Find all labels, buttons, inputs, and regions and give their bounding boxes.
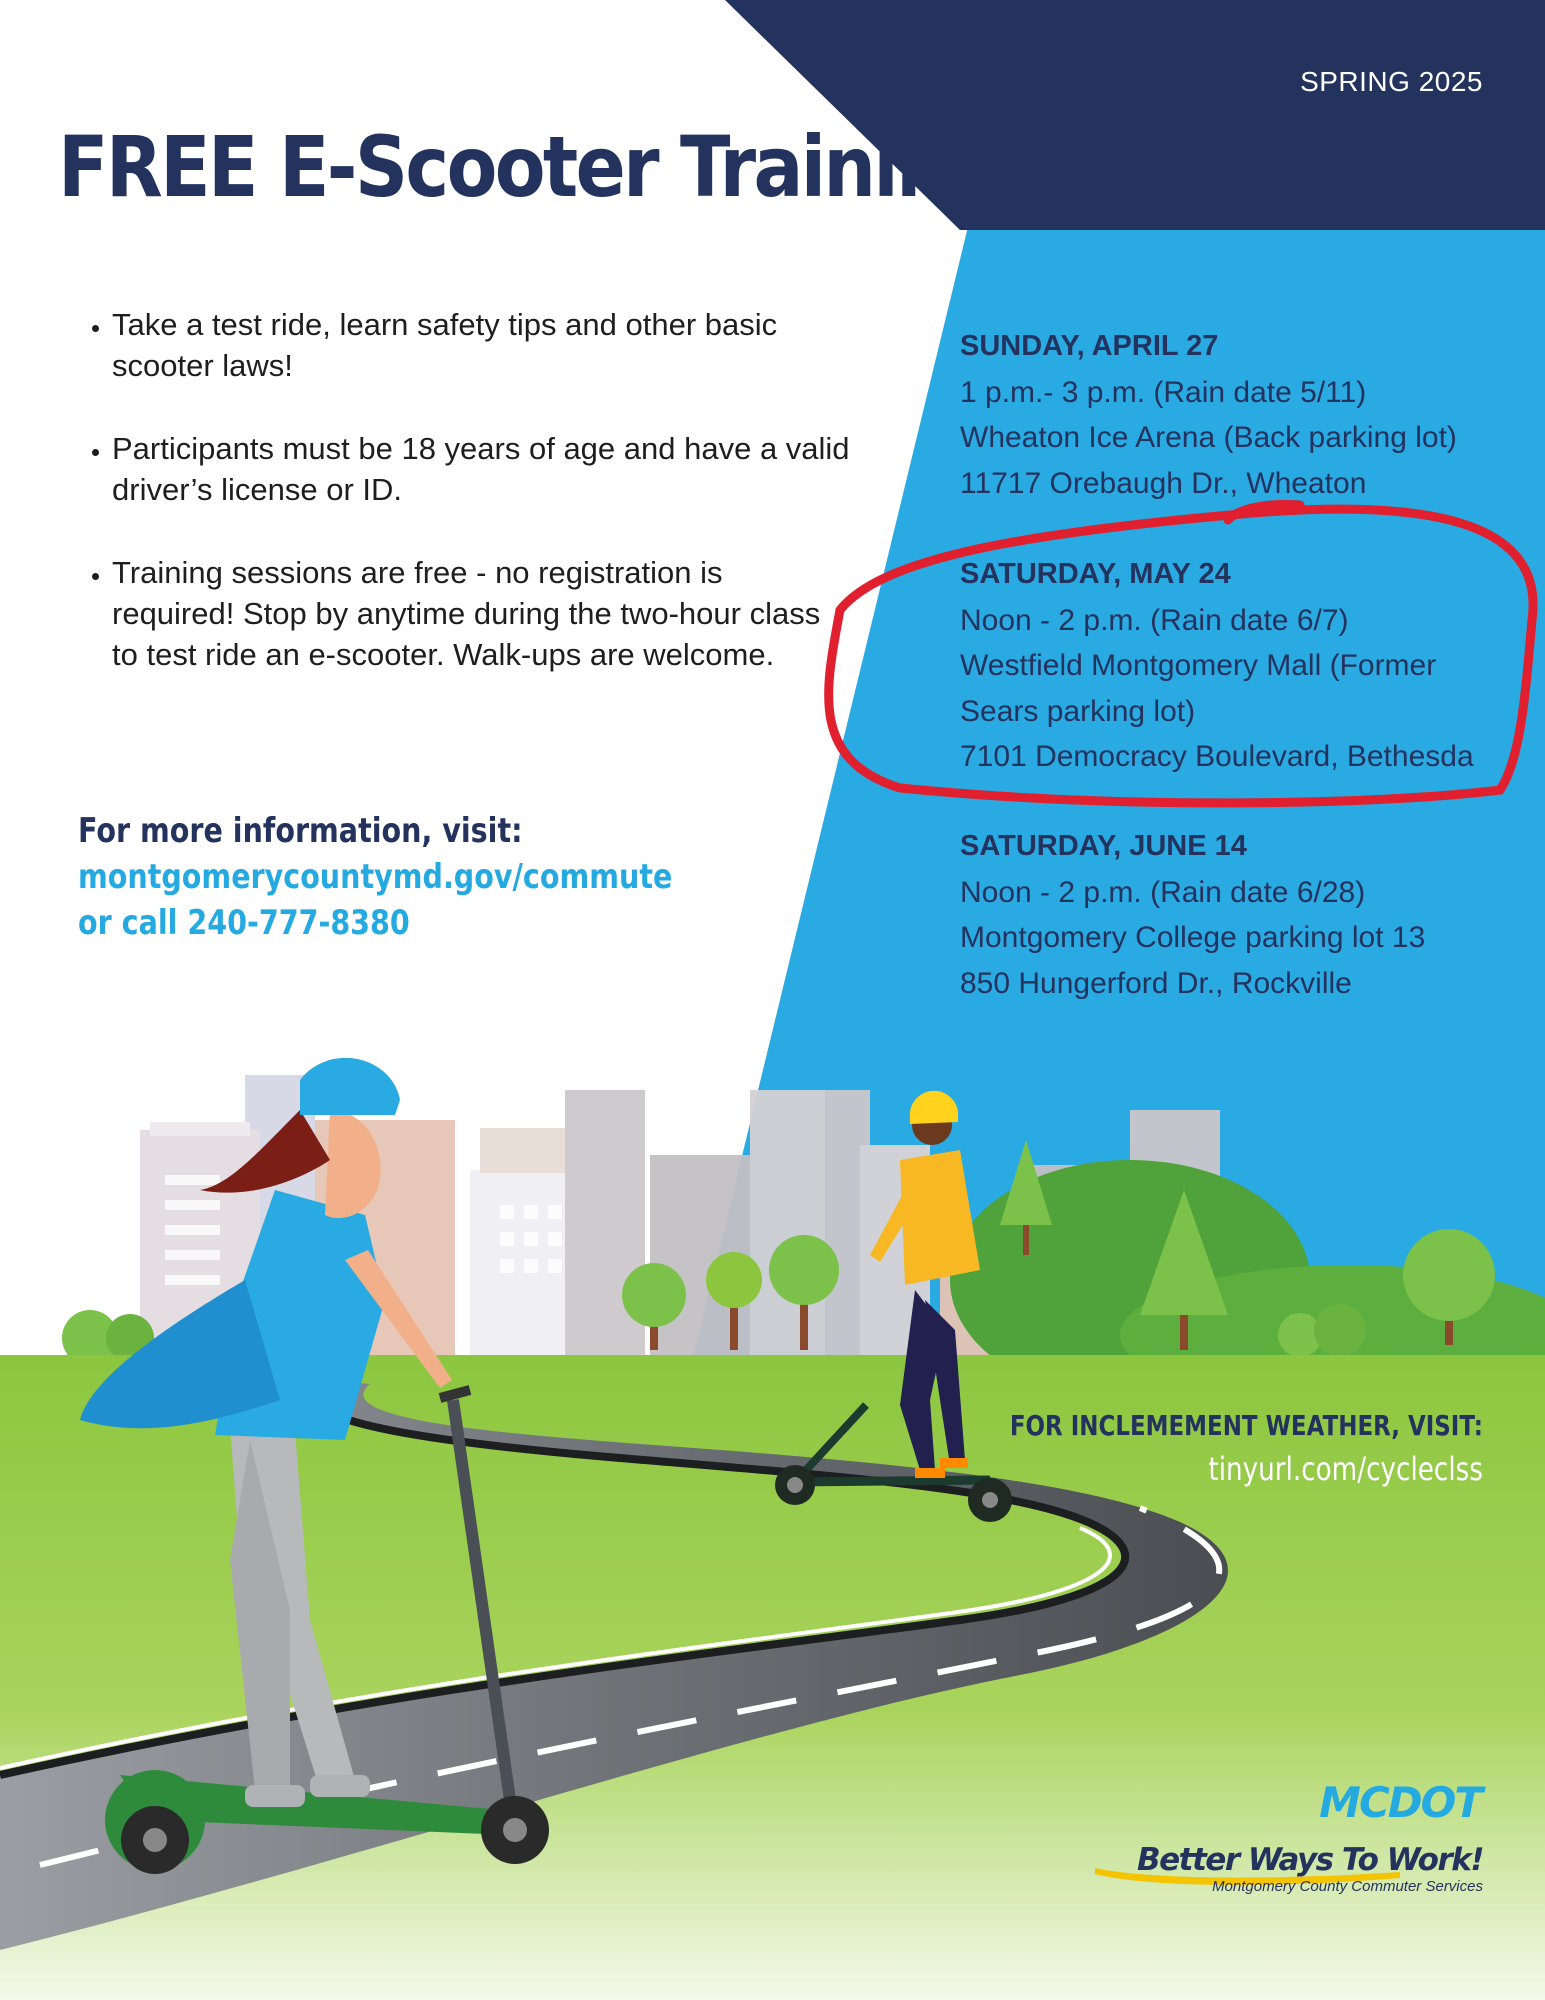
mcdot-logo: MCDOT xyxy=(1319,1778,1481,1827)
bullet-item: • Training sessions are free - no registration is required! Stop by anytime during the two-hour class to test ride an e-scooter. Walk-ups are welcome. xyxy=(112,552,852,675)
event-time: 1 p.m.- 3 p.m. (Rain date 5/11) xyxy=(960,375,1367,409)
event-date: SATURDAY, JUNE 14 xyxy=(960,830,1247,862)
event-date: SUNDAY, APRIL 27 xyxy=(960,330,1219,362)
info-heading: For more information, visit: xyxy=(78,811,523,851)
bullet-list xyxy=(84,304,852,717)
event-venue: Sears parking lot) xyxy=(960,694,1196,728)
event-venue: Wheaton Ice Arena (Back parking lot) xyxy=(960,421,1457,454)
bwtw-logo-subtext: Montgomery County Commuter Services xyxy=(1212,1878,1483,1895)
event-june-14 xyxy=(960,824,1520,1006)
bwtw-logo-text: Better Ways To Work! xyxy=(1137,1842,1483,1878)
event-date: SATURDAY, MAY 24 xyxy=(960,558,1231,590)
event-address: 11717 Orebaugh Dr., Wheaton xyxy=(960,466,1367,500)
weather-link[interactable]: tinyurl.com/cycleclss xyxy=(1208,1450,1483,1488)
bwtw-logo xyxy=(1137,1842,1483,1896)
event-venue: Montgomery College parking lot 13 xyxy=(960,921,1426,954)
info-link[interactable]: montgomerycountymd.gov/commute xyxy=(78,857,673,897)
weather-block xyxy=(1010,1405,1483,1491)
event-address: 850 Hungerford Dr., Rockville xyxy=(960,966,1352,1000)
event-time: Noon - 2 p.m. (Rain date 6/28) xyxy=(960,875,1366,909)
info-phone: or call 240-777-8380 xyxy=(78,903,410,943)
page-title: FREE E-Scooter Training! xyxy=(58,118,1028,216)
bullet-item: • Take a test ride, learn safety tips and other basic scooter laws! xyxy=(112,304,852,386)
event-may-24 xyxy=(960,552,1520,780)
event-address: 7101 Democracy Boulevard, Bethesda xyxy=(960,740,1474,773)
event-april-27 xyxy=(960,324,1520,506)
info-block xyxy=(78,808,672,946)
season-label: SPRING 2025 xyxy=(1300,66,1483,97)
weather-heading: FOR INCLEMEMENT WEATHER, VISIT: xyxy=(1009,1409,1483,1442)
bullet-item: • Participants must be 18 years of age and have a valid driver’s license or ID. xyxy=(112,428,852,510)
event-venue: Westfield Montgomery Mall (Former xyxy=(960,649,1437,682)
event-time: Noon - 2 p.m. (Rain date 6/7) xyxy=(960,603,1349,637)
